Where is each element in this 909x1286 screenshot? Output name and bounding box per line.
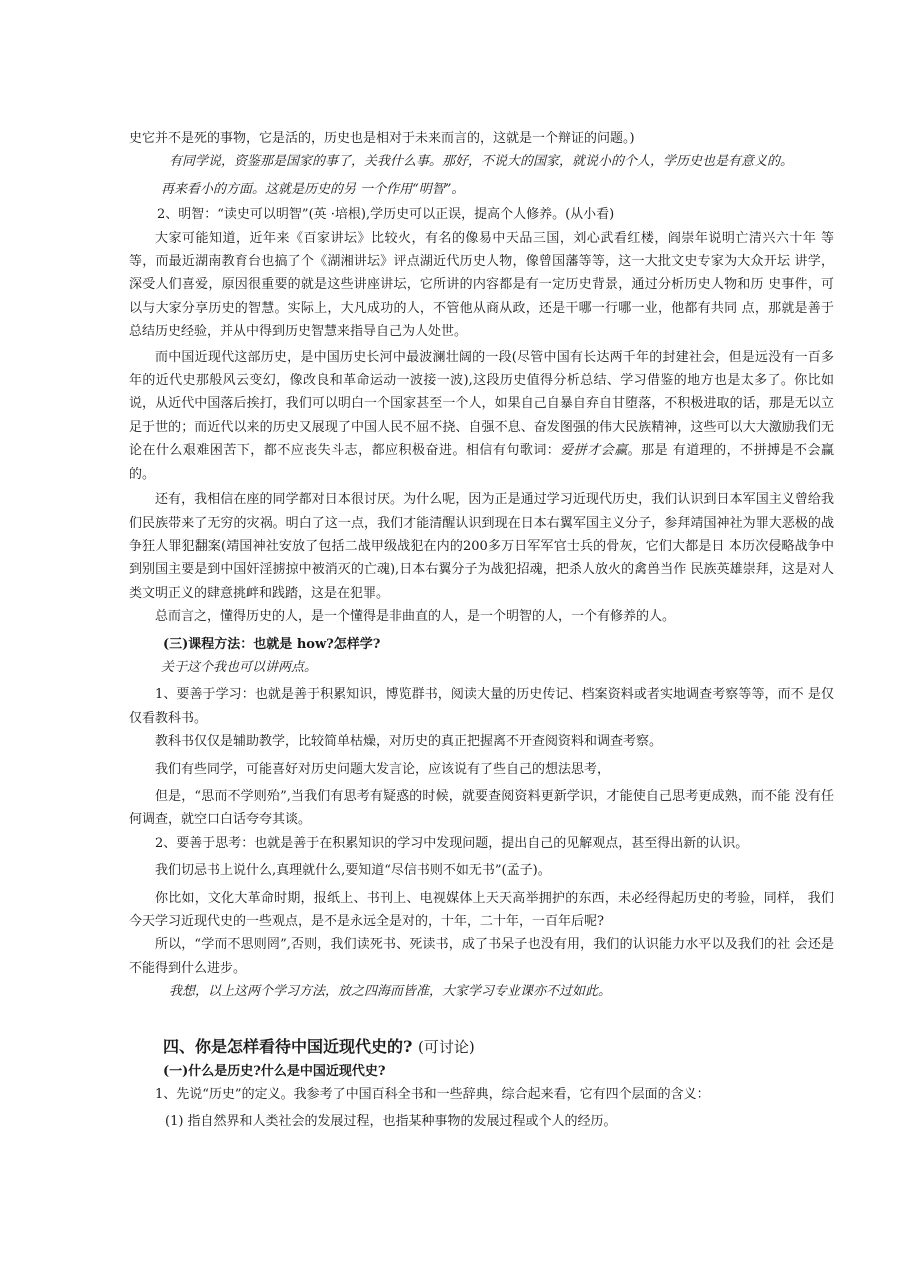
paragraph: 我们有些同学，可能喜好对历史问题大发言论，应该说有了些自己的想法思考， xyxy=(155,761,611,777)
song-lyric: 爱拼才会赢 xyxy=(560,443,628,459)
paragraph-text: 而中国近现代这部历史，是中国历史长河中最波澜壮阔的一段(尽管中国有长达两千年的封建社会，但是远没有一百多年的近代史那般风云变幻，像改良和革命运动一波接一波),这段历史值得分析总结、学习借鉴的地方也是太多了。你比如说，从近代中国落后挨打，我们可以明白一个国家甚至一个人，如果自己自暴自弃自甘堕落，不积极进取的话，那是无以立足于世的；而近代以来的历史又展现了中国人民不屈不挠、自强不息、奋发图强的伟大民族精神，这些可以大大激励我们无论在什么艰难困苦下，都不应丧失斗志，都应积极奋进。相信有句歌词： xyxy=(129,349,834,459)
paragraph-text: 。那是 有道理的，不拼搏是不会赢的。 xyxy=(129,443,834,482)
paragraph: 史它并不是死的事物，它是活的，历史也是相对于未来而言的，这就是一个辩证的问题。) xyxy=(129,131,635,146)
paragraph-italic: 我想，以上这两个学习方法，放之四海而皆准，大家学习专业课亦不过如此。 xyxy=(169,984,612,1000)
paragraph-italic: 关于这个我也可以讲两点。 xyxy=(161,659,318,675)
chapter-heading-text: 四、你是怎样看待中国近现代史的? xyxy=(163,1036,413,1056)
list-item: (1) 指自然界和人类社会的发展过程，也指某种事物的发展过程或个人的经历。 xyxy=(165,1114,617,1130)
paragraph-italic: 有同学说，资鉴那是国家的事了，关我什么事。那好，不说大的国家，就说小的个人，学历史也是有意义的。 xyxy=(169,154,794,170)
paragraph: 但是，“思而不学则殆”,当我们有思考有疑惑的时候，就要查阅资料更新学识，才能使自己思考更成熟，而不能 没有任何调查，就空口白话夸夸其谈。 xyxy=(129,788,834,828)
subsection-heading: (一)什么是历史?什么是中国近现代史? xyxy=(163,1063,386,1079)
paragraph-italic: 再来看小的方面。这就是历史的另 一个作用“明智”。 xyxy=(161,181,465,197)
paragraph: 1、要善于学习：也就是善于积累知识，博览群书，阅读大量的历史传记、档案资料或者实地调查考察等等，而不 是仅仅看教科书。 xyxy=(129,687,834,726)
section-heading: (三)课程方法：也就是 how?怎样学? xyxy=(163,636,381,652)
paragraph: 2、明智：“读史可以明智”(英 ·培根),学历史可以正误，提高个人修养。(从小看) xyxy=(157,207,615,223)
paragraph: 教科书仅仅是辅助教学，比较简单枯燥，对历史的真正把握离不开查阅资料和调查考察。 xyxy=(155,734,663,750)
chapter-heading xyxy=(129,1034,834,1060)
paragraph: 我们切忌书上说什么,真理就什么,要知道“尽信书则不如无书”(孟子)。 xyxy=(155,863,551,879)
paragraph: 总而言之，懂得历史的人，是一个懂得是非曲直的人，是一个明智的人，一个有修养的人。 xyxy=(155,609,676,625)
document-page xyxy=(129,127,834,1134)
paragraph: 所以，“学而不思则罔”,否则，我们读死书、死读书，成了书呆子也没有用，我们的认识能力水平以及我们的社 会还是不能得到什么进步。 xyxy=(129,937,834,976)
paragraph: 2、要善于思考：也就是善于在积累知识的学习中发现问题，提出自己的见解观点，甚至得出新的认识。 xyxy=(155,835,749,851)
paragraph: 大家可能知道，近年来《百家讲坛》比较火，有名的像易中天品三国，刘心武看红楼，阎崇年说明亡清兴六十年 等等，而最近湖南教育台也搞了个《湖湘讲坛》评点湖近代历史人物，像曾国藩等等，这一大批文史专家为大众开坛 讲学，深受人们喜爱，原因很重要的就是这些讲座讲坛，它所讲的内容都是有一定历史背景，通过分析历史人物和历 史事件，可以与大家分享历史的智慧。实际上，大凡成功的人，不管他从商从政，还是干哪一行哪一业，他都有共同 点，那就是善于总结历史经验，并从中得到历史智慧来指导自己为人处世。 xyxy=(129,230,834,340)
chapter-heading-note: (可讨论) xyxy=(417,1037,475,1056)
paragraph: 你比如，文化大革命时期，报纸上、书刊上、电视媒体上天天高举拥护的东西，未必经得起历史的考验，同样， 我们今天学习近现代史的一些观点，是不是永远全是对的，十年，二十年，一百年后呢? xyxy=(129,890,834,929)
paragraph: 还有，我相信在座的同学都对日本很讨厌。为什么呢，因为正是通过学习近现代历史，我们认识到日本军国主义曾给我们民族带来了无穷的灾祸。明白了这一点，我们才能清醒认识到现在日本右翼军国主义分子，参拜靖国神社为罪大恶极的战争狂人罪犯翻案(靖国神社安放了包括二战甲级战犯在内的200多万日军军官士兵的骨灰，它们大都是日 本历次侵略战争中到别国主要是到中国奸淫掳掠中被消灭的亡魂),日本右翼分子为战犯招魂，把杀人放火的禽兽当作 民族英雄崇拜，这是对人类文明正义的肆意挑衅和践踏，这是在犯罪。 xyxy=(129,492,834,601)
paragraph: 1、先说“历史”的定义。我参考了中国百科全书和一些辞典，综合起来看，它有四个层面的含义： xyxy=(155,1087,710,1103)
paragraph xyxy=(129,346,834,486)
